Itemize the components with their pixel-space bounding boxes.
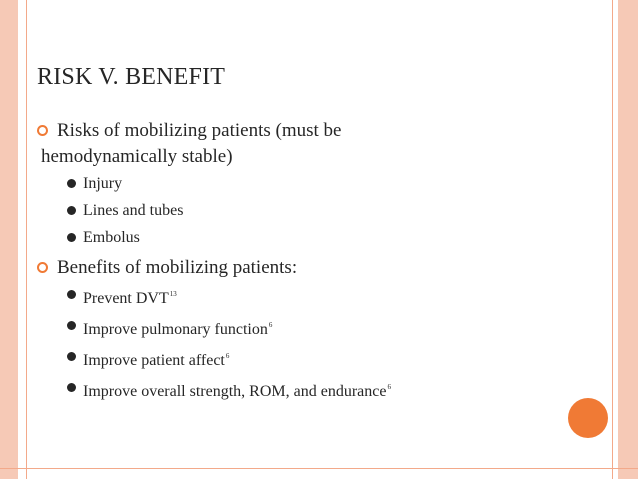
benefit-item — [37, 374, 597, 405]
benefit-item-text: Prevent DVT — [83, 290, 169, 307]
dot-bullet-icon — [67, 321, 76, 330]
citation-ref: 6 — [225, 352, 230, 360]
bottom-border-rule — [0, 468, 638, 469]
dot-bullet-icon — [67, 352, 76, 361]
risk-item-text: Injury — [83, 175, 123, 192]
dot-bullet-icon — [67, 383, 76, 392]
benefit-item-text: Improve pulmonary function — [83, 321, 268, 338]
slide-title: RISK V. BENEFIT — [37, 64, 226, 90]
benefit-item-text: Improve overall strength, ROM, and endurance — [83, 383, 387, 400]
benefits-heading: Benefits of mobilizing patients: — [57, 257, 298, 278]
left-border-bar — [0, 0, 18, 479]
citation-ref: 6 — [268, 321, 273, 329]
risks-bullet — [37, 118, 597, 170]
benefit-item — [37, 281, 597, 312]
citation-ref: 6 — [387, 383, 391, 391]
risk-item — [37, 224, 597, 251]
dot-bullet-icon — [67, 206, 76, 215]
right-border-bar — [618, 0, 638, 479]
dot-bullet-icon — [67, 290, 76, 299]
right-border-rule — [612, 0, 613, 479]
benefit-item — [37, 312, 597, 343]
risk-item-text: Embolus — [83, 229, 140, 246]
risks-heading-line1: Risks of mobilizing patients (must be — [57, 120, 342, 141]
dot-bullet-icon — [67, 233, 76, 242]
dot-bullet-icon — [67, 179, 76, 188]
benefits-bullet — [37, 255, 597, 281]
risk-item — [37, 170, 597, 197]
benefit-item — [37, 343, 597, 374]
risk-item-text: Lines and tubes — [83, 202, 184, 219]
risk-item — [37, 197, 597, 224]
left-border-rule — [26, 0, 27, 479]
bullet-list — [37, 118, 597, 405]
ring-bullet-icon — [37, 262, 48, 273]
ring-bullet-icon — [37, 125, 48, 136]
risks-heading-line2: hemodynamically stable) — [41, 146, 233, 167]
benefit-item-text: Improve patient affect — [83, 352, 225, 369]
citation-ref: 13 — [169, 290, 177, 298]
